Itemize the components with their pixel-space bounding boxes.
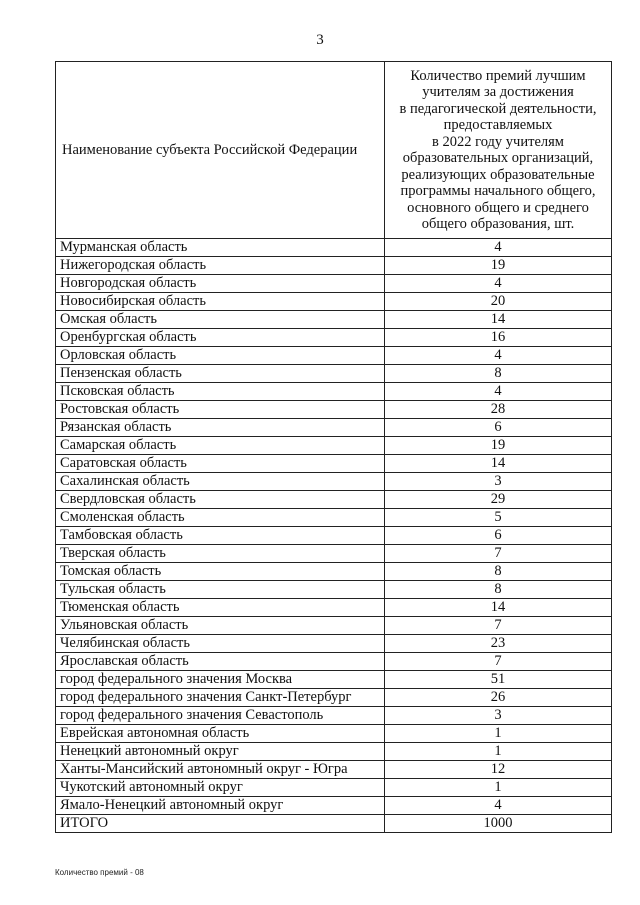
award-count-cell: 1 bbox=[385, 779, 612, 797]
award-count-cell: 8 bbox=[385, 581, 612, 599]
award-count-cell: 8 bbox=[385, 563, 612, 581]
award-count-cell: 23 bbox=[385, 635, 612, 653]
award-count-cell: 4 bbox=[385, 797, 612, 815]
table-row bbox=[56, 455, 612, 473]
award-count-cell: 1 bbox=[385, 725, 612, 743]
award-count-cell: 4 bbox=[385, 347, 612, 365]
region-name-cell: Пензенская область bbox=[56, 365, 385, 383]
table-row bbox=[56, 437, 612, 455]
region-name-cell: Мурманская область bbox=[56, 239, 385, 257]
table-row bbox=[56, 293, 612, 311]
award-count-cell: 14 bbox=[385, 599, 612, 617]
award-count-cell: 19 bbox=[385, 437, 612, 455]
table-row bbox=[56, 257, 612, 275]
table-row bbox=[56, 383, 612, 401]
award-count-cell: 4 bbox=[385, 275, 612, 293]
table-row bbox=[56, 689, 612, 707]
table-total-row bbox=[56, 815, 612, 833]
award-count-cell: 1 bbox=[385, 743, 612, 761]
region-name-cell: Чукотский автономный округ bbox=[56, 779, 385, 797]
award-count-cell: 26 bbox=[385, 689, 612, 707]
region-name-cell: Сахалинская область bbox=[56, 473, 385, 491]
footer-note: Количество премий - 08 bbox=[55, 868, 144, 877]
region-name-cell: Рязанская область bbox=[56, 419, 385, 437]
awards-table bbox=[55, 61, 612, 833]
table-row bbox=[56, 707, 612, 725]
award-count-cell: 29 bbox=[385, 491, 612, 509]
award-count-cell: 6 bbox=[385, 419, 612, 437]
region-name-cell: Свердловская область bbox=[56, 491, 385, 509]
award-count-cell: 14 bbox=[385, 455, 612, 473]
column-header-award-count: Количество премий лучшим учителям за достижения в педагогической деятельности, предоставляемых в 2022 году учителям образовательных организаций, реализующих образовательные программы начального общего, основного общего и среднего общего образования, шт. bbox=[385, 62, 612, 239]
table-header-row bbox=[56, 62, 612, 239]
award-count-cell: 4 bbox=[385, 383, 612, 401]
table-row bbox=[56, 563, 612, 581]
table-row bbox=[56, 401, 612, 419]
region-name-cell: Нижегородская область bbox=[56, 257, 385, 275]
table-row bbox=[56, 761, 612, 779]
region-name-cell: Новосибирская область bbox=[56, 293, 385, 311]
region-name-cell: Ярославская область bbox=[56, 653, 385, 671]
region-name-cell: Ненецкий автономный округ bbox=[56, 743, 385, 761]
table-row bbox=[56, 311, 612, 329]
page-number: 3 bbox=[316, 32, 324, 48]
region-name-cell: Орловская область bbox=[56, 347, 385, 365]
table-row bbox=[56, 419, 612, 437]
region-name-cell: Самарская область bbox=[56, 437, 385, 455]
region-name-cell: Саратовская область bbox=[56, 455, 385, 473]
region-name-cell: Тюменская область bbox=[56, 599, 385, 617]
region-name-cell: Еврейская автономная область bbox=[56, 725, 385, 743]
region-name-cell: Ямало-Ненецкий автономный округ bbox=[56, 797, 385, 815]
award-count-cell: 1000 bbox=[385, 815, 612, 833]
region-name-cell: Томская область bbox=[56, 563, 385, 581]
region-name-cell: Смоленская область bbox=[56, 509, 385, 527]
region-name-cell: Псковская область bbox=[56, 383, 385, 401]
region-name-cell: город федерального значения Санкт-Петербург bbox=[56, 689, 385, 707]
region-name-cell: Тульская область bbox=[56, 581, 385, 599]
table-row bbox=[56, 347, 612, 365]
table-row bbox=[56, 779, 612, 797]
region-name-cell: Ханты-Мансийский автономный округ - Югра bbox=[56, 761, 385, 779]
table-row bbox=[56, 599, 612, 617]
table-row bbox=[56, 635, 612, 653]
award-count-cell: 51 bbox=[385, 671, 612, 689]
region-name-cell: Новгородская область bbox=[56, 275, 385, 293]
award-count-cell: 12 bbox=[385, 761, 612, 779]
table-row bbox=[56, 671, 612, 689]
region-name-cell: Челябинская область bbox=[56, 635, 385, 653]
award-count-cell: 14 bbox=[385, 311, 612, 329]
award-count-cell: 28 bbox=[385, 401, 612, 419]
region-name-cell: Омская область bbox=[56, 311, 385, 329]
table-row bbox=[56, 473, 612, 491]
region-name-cell: Тверская область bbox=[56, 545, 385, 563]
table-row bbox=[56, 491, 612, 509]
table-row bbox=[56, 743, 612, 761]
region-name-cell: город федерального значения Севастополь bbox=[56, 707, 385, 725]
table-row bbox=[56, 509, 612, 527]
award-count-cell: 3 bbox=[385, 707, 612, 725]
table-row bbox=[56, 329, 612, 347]
table-row bbox=[56, 653, 612, 671]
table-row bbox=[56, 545, 612, 563]
award-count-cell: 20 bbox=[385, 293, 612, 311]
region-name-cell: город федерального значения Москва bbox=[56, 671, 385, 689]
region-name-cell: Ульяновская область bbox=[56, 617, 385, 635]
award-count-cell: 8 bbox=[385, 365, 612, 383]
award-count-cell: 5 bbox=[385, 509, 612, 527]
table-row bbox=[56, 725, 612, 743]
table-body bbox=[56, 239, 612, 833]
region-name-cell: Тамбовская область bbox=[56, 527, 385, 545]
award-count-cell: 7 bbox=[385, 617, 612, 635]
column-header-region: Наименование субъекта Российской Федерации bbox=[56, 62, 385, 239]
award-count-cell: 4 bbox=[385, 239, 612, 257]
award-count-cell: 16 bbox=[385, 329, 612, 347]
region-name-cell: Ростовская область bbox=[56, 401, 385, 419]
award-count-cell: 7 bbox=[385, 653, 612, 671]
table-row bbox=[56, 617, 612, 635]
table-row bbox=[56, 581, 612, 599]
award-count-cell: 6 bbox=[385, 527, 612, 545]
award-count-cell: 3 bbox=[385, 473, 612, 491]
region-name-cell: ИТОГО bbox=[56, 815, 385, 833]
table-row bbox=[56, 527, 612, 545]
award-count-cell: 19 bbox=[385, 257, 612, 275]
table-row bbox=[56, 275, 612, 293]
award-count-cell: 7 bbox=[385, 545, 612, 563]
table-row bbox=[56, 365, 612, 383]
region-name-cell: Оренбургская область bbox=[56, 329, 385, 347]
table-row bbox=[56, 797, 612, 815]
table-row bbox=[56, 239, 612, 257]
